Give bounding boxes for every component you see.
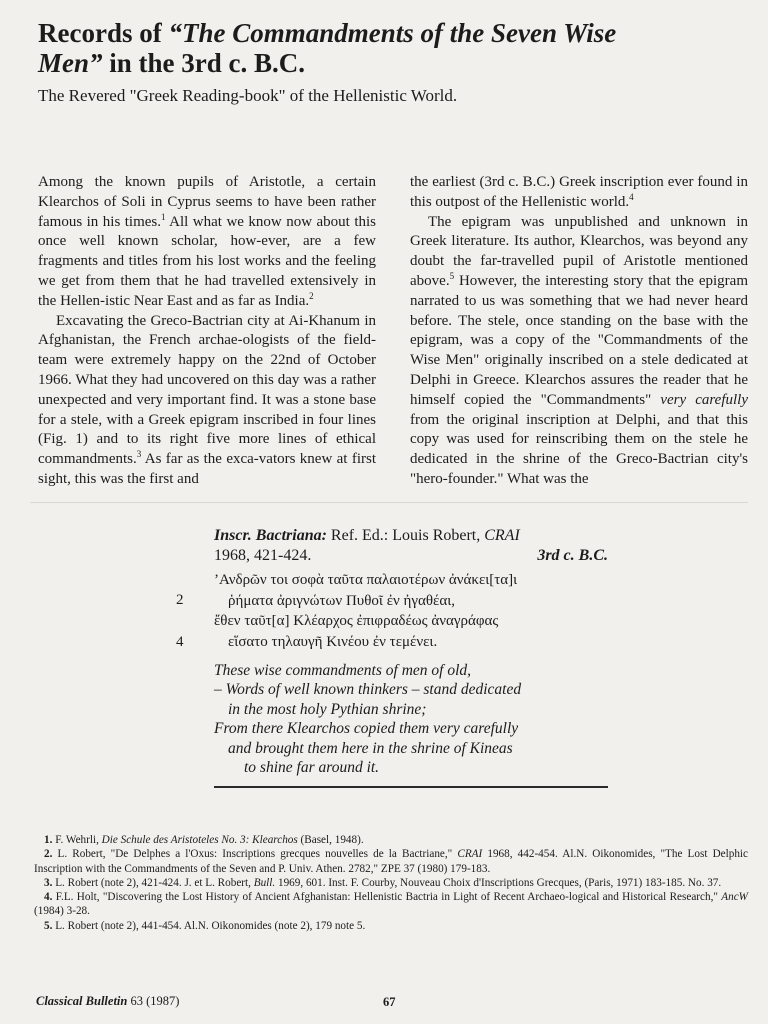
translation-line: From there Klearchos copied them very carefully	[214, 720, 519, 738]
page-number: 67	[383, 995, 396, 1009]
translation-line: – Words of well known thinkers – stand dedicated	[214, 681, 522, 699]
paragraph: The epigram was unpublished and unknown in Greek literature. Its author, Klearchos, was beyond any doubt the far-travelled pupil of Aristotle mentioned above.$^5$ However, the interesting story that the epigram narrated to us was something that we had never heard before. The stele, once standing on the base with the epigram, was a copy of the "Commandments of the Wise Men" originally inscribed on a stele dedicated at Delphi in Greece. Klearchos assures the reader that he himself copied the "Commandments" very carefully from the original inscription at Delphi, and that this copy was used for reinscribing them on the stele he dedicated in the shrine of the Greco-Bactrian city's "hero-founder." What was the	[410, 213, 748, 487]
greek-line: ’Ανδρῶν τοι σοφὰ ταῦτα παλαιοτέρων ἀνάκει[τα]ι	[214, 572, 518, 588]
divider	[214, 786, 608, 788]
translation-line: and brought them here in the shrine of Kineas	[228, 739, 513, 757]
epigram-translation	[214, 661, 608, 777]
paragraph: the earliest (3rd c. B.C.) Greek inscription ever found in this outpost of the Hellenistic world.$^4$	[410, 174, 748, 210]
footnote: 4. F.L. Holt, "Discovering the Lost History of Ancient Afghanistan: Hellenistic Bactria in Light of Recent Archaeo-logical and Historical Research," AncW (1984) 3-28.	[34, 891, 748, 918]
footnote: 3. L. Robert (note 2), 421-424. J. et L. Robert, Bull. 1969, 601. Inst. F. Courby, Nouveau Choix d'Inscriptions Grecques, (Paris, 1971) 183-185. No. 37.	[44, 876, 722, 889]
greek-line: 2 ῥήματα ἀριγνώτων Πυθοῖ ἐν ἠγαθέαι,	[176, 592, 455, 609]
right-column	[410, 173, 748, 490]
footnotes	[34, 833, 748, 933]
article-title: Records of “The Commandments of the Seven Wise Men” in the 3rd c. B.C.	[38, 18, 617, 78]
footnote: 1. F. Wehrli, Die Schule des Aristoteles No. 3: Klearchos (Basel, 1948).	[44, 834, 364, 846]
paragraph: Excavating the Greco-Bactrian city at Ai-Khanum in Afghanistan, the French archae-ologists of the field-team were extremely happy on the 22nd of October 1966. What they had uncovered on this day was a rather unexpected and very important find. It was a stone base for a stele, with a Greek epigram inscribed in four lines (Fig. 1) and to its right five more lines of ethical commandments.$^3$ As far as the exca-vators knew at first sight, this was the first and	[38, 312, 376, 487]
inscription-date: 3rd c. B.C.	[537, 547, 608, 564]
line-number: 4	[176, 634, 184, 650]
journal-citation: Classical Bulletin 63 (1987)	[36, 994, 180, 1008]
article-subtitle: The Revered "Greek Reading-book" of the Hellenistic World.	[38, 86, 458, 105]
greek-line: 4 εἵσατο τηλαυγῆ Κινέου ἐν τεμένει.	[214, 632, 608, 653]
paragraph: Among the known pupils of Aristotle, a certain Klearchos of Soli in Cyprus seems to have been rather famous in his times.$^1$ All what we know now about this once well known scholar, how-ever, are a few fragments and titles from his lost works and the feeling we get from them that he had travelled extensively in the Hellen-istic Near East and as far as India.$^2$	[38, 174, 377, 309]
footnote: 2. L. Robert, "De Delphes a l'Oxus: Inscriptions grecques nouvelles de la Bactriane," CRAI 1968, 442-454. Al.N. Oikonomides, "The Lost Delphic Inscription with the Commandments of the Seven and P. Univ. Athen. 2782," ZPE 37 (1980) 179-183.	[34, 848, 748, 875]
translation-line: in the most holy Pythian shrine;	[228, 700, 427, 718]
page-fold	[30, 502, 748, 503]
left-column	[38, 173, 376, 490]
translation-line: to shine far around it.	[244, 759, 380, 777]
greek-line: ἔθεν ταῦτ[α] Κλέαρχος ἐπιφραδέως ἀναγράφας	[214, 613, 499, 629]
translation-line: These wise commandments of men of old,	[214, 662, 472, 679]
greek-epigram	[176, 570, 608, 652]
inscription-reference: Inscr. Bactriana: Ref. Ed.: Louis Robert, CRAI 1968, 421-424. 3rd c. B.C.	[214, 527, 608, 564]
line-number: 2	[176, 592, 184, 608]
footnote: 5. L. Robert (note 2), 441-454. Al.N. Oikonomides (note 2), 179 note 5.	[44, 919, 366, 932]
